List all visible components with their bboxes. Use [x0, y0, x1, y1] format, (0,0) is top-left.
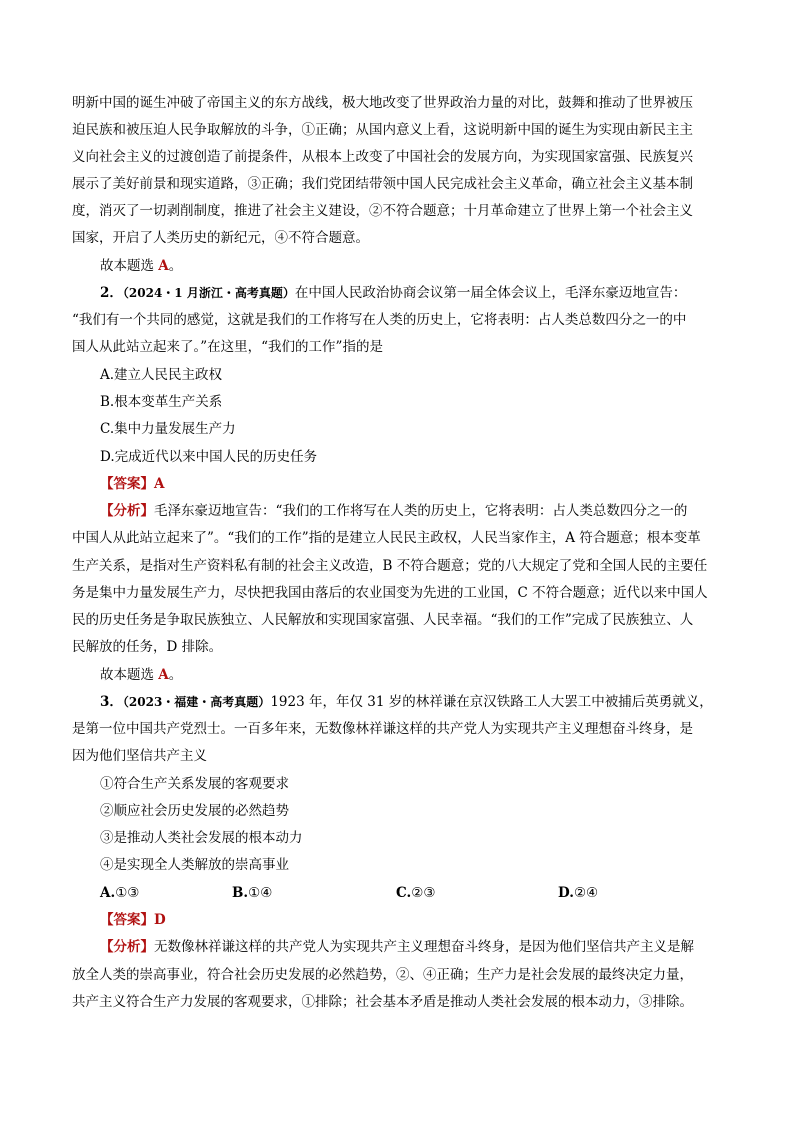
option-b: B.根本变革生产关系	[100, 394, 223, 410]
statement-2: ②顺应社会历史发展的必然趋势	[100, 803, 289, 819]
choice-b	[232, 880, 272, 907]
analysis-line: 义向社会主义的过渡创造了前提条件，从根本上改变了中国社会的发展方向，为实现国家富强、民族复兴	[72, 149, 693, 165]
question-stem: 国人从此站立起来了。”在这里，“我们的工作”指的是	[72, 339, 383, 355]
choice-letter: C.	[396, 885, 412, 901]
conclusion-prefix: 故本题选	[100, 258, 159, 274]
question-stem: 是第一位中国共产党烈士。一百多年来，无数像林祥谦这样的共产党人为实现共产主义理想奋斗终身，是	[72, 721, 693, 737]
analysis-line: 中国人从此站立起来了”。“我们的工作”指的是建立人民民主政权，人民当家作主，A 符合题意；根本变革	[72, 530, 701, 546]
option-a: A.建立人民民主政权	[100, 367, 223, 383]
choice-letter: A.	[100, 885, 116, 901]
answer-line	[100, 907, 166, 934]
question-stem: 在中国人民政治协商会议第一届全体会议上，毛泽东豪迈地宣告：	[294, 285, 687, 301]
statement-1: ①符合生产关系发展的客观要求	[100, 776, 289, 792]
answer-label: 【答案】	[100, 476, 154, 492]
analysis-line: 生产关系，是指对生产资料私有制的社会主义改造，B 不符合题意；党的八大规定了党和全国人民的主要任	[72, 558, 708, 574]
conclusion-line	[100, 662, 182, 689]
analysis-line	[100, 934, 694, 961]
conclusion-answer: A	[158, 258, 169, 274]
conclusion-answer: A	[158, 667, 169, 683]
answer-label: 【答案】	[100, 912, 154, 928]
choice-letter: B.	[232, 885, 249, 901]
conclusion-suffix: 。	[168, 258, 183, 274]
analysis-label: 【分析】	[100, 503, 154, 519]
question-number: 3．	[100, 694, 123, 710]
question-stem: “我们有一个共同的感觉，这就是我们的工作将写在人类的历史上，它将表明：占人类总数四分之一的中	[72, 312, 687, 328]
analysis-line: 民解放的任务，D 排除。	[72, 639, 223, 655]
analysis-line: 民的历史任务是争取民族独立、人民解放和实现国家富强、人民幸福。“我们的工作”完成了民族独立、人	[72, 612, 694, 628]
option-c: C.集中力量发展生产力	[100, 421, 236, 437]
choice-a	[100, 880, 139, 907]
option-d: D.完成近代以来中国人民的历史任务	[100, 449, 318, 465]
question-stem: 因为他们坚信共产主义	[72, 748, 207, 764]
choice-letter: D.	[558, 885, 574, 901]
conclusion-suffix: 。	[168, 667, 183, 683]
choice-c	[396, 880, 435, 907]
choice-value: ①④	[248, 885, 273, 901]
answer-value: D	[154, 912, 166, 928]
analysis-line	[100, 498, 687, 525]
question-2-header	[100, 280, 686, 307]
statement-4: ④是实现全人类解放的崇高事业	[100, 857, 289, 873]
question-source: （2023・福建・高考真题）	[122, 695, 271, 709]
analysis-line: 明新中国的诞生冲破了帝国主义的东方战线，极大地改变了世界政治力量的对比，鼓舞和推动了世界被压	[72, 95, 693, 111]
choice-d	[558, 880, 598, 907]
analysis-line: 度，消灭了一切剥削制度，推进了社会主义建设，②不符合题意；十月革命建立了世界上第一个社会主义	[72, 203, 693, 219]
analysis-text: 毛泽东豪迈地宣告：“我们的工作将写在人类的历史上，它将表明：占人类总数四分之一的	[154, 503, 688, 519]
conclusion-line	[100, 253, 182, 280]
analysis-line: 放全人类的崇高事业，符合社会历史发展的必然趋势，②、④正确；生产力是社会发展的最终决定力量，	[72, 967, 693, 983]
question-stem: 1923 年，年仅 31 岁的林祥谦在京汉铁路工人大罢工中被捕后英勇就义，	[270, 694, 713, 710]
analysis-line: 共产主义符合生产力发展的客观要求，①排除；社会基本矛盾是推动人类社会发展的根本动力，③排除。	[72, 994, 693, 1010]
statement-3: ③是推动人类社会发展的根本动力	[100, 830, 303, 846]
choice-value: ②③	[411, 885, 436, 901]
choice-value: ②④	[573, 885, 599, 901]
analysis-line: 迫民族和被压迫人民争取解放的斗争，①正确；从国内意义上看，这说明新中国的诞生为实现由新民主主	[72, 122, 693, 138]
analysis-line: 务是集中力量发展生产力，尽快把我国由落后的农业国变为先进的工业国，C 不符合题意；近代以来中国人	[72, 585, 708, 601]
conclusion-prefix: 故本题选	[100, 667, 159, 683]
analysis-line: 国家，开启了人类历史的新纪元，④不符合题意。	[72, 230, 369, 246]
choice-value: ①③	[115, 885, 140, 901]
question-source: （2024・1 月浙江・高考真题）	[122, 286, 295, 300]
question-number: 2．	[100, 285, 123, 301]
question-3-header	[100, 689, 713, 716]
analysis-text: 无数像林祥谦这样的共产党人为实现共产主义理想奋斗终身，是因为他们坚信共产主义是解	[154, 939, 694, 955]
analysis-label: 【分析】	[100, 939, 154, 955]
answer-line	[100, 471, 164, 498]
analysis-line: 展示了美好前景和现实道路，③正确；我们党团结带领中国人民完成社会主义革命，确立社会主义基本制	[72, 176, 693, 192]
answer-value: A	[154, 476, 165, 492]
